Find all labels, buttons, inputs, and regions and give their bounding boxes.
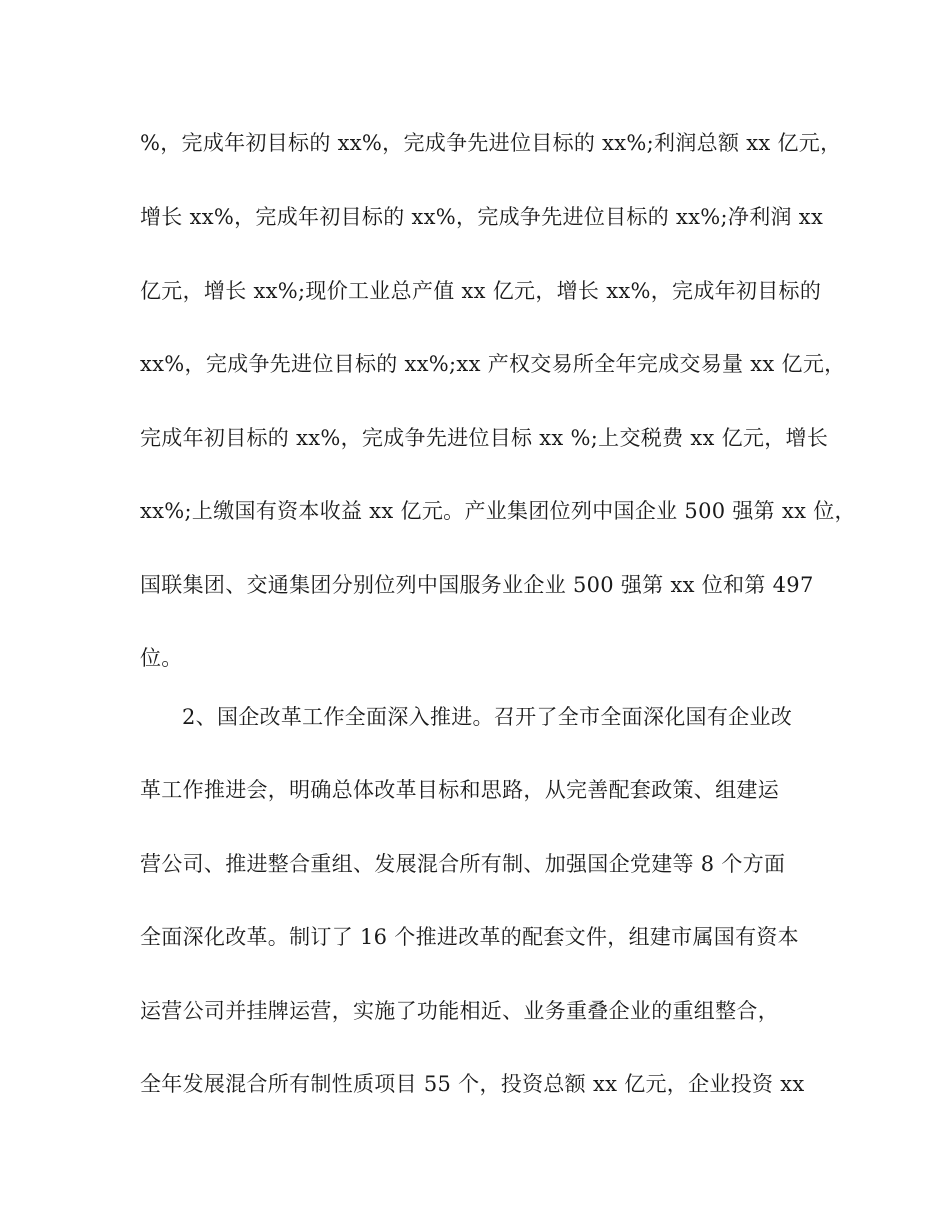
- text-line: 运营公司并挂牌运营，实施了功能相近、业务重叠企业的重组整合，: [140, 999, 779, 1023]
- text-line: 亿元，增长 xx%;现价工业总产值 xx 亿元，增长 xx%，完成年初目标的: [140, 279, 822, 303]
- text-line: 全面深化改革。制订了 16 个推进改革的配套文件，组建市属国有资本: [140, 925, 799, 949]
- text-line: 国联集团、交通集团分别位列中国服务业企业 500 强第 xx 位和第 497: [140, 573, 814, 597]
- text-line: 营公司、推进整合重组、发展混合所有制、加强国企党建等 8 个方面: [140, 852, 786, 876]
- text-line: %，完成年初目标的 xx%，完成争先进位目标的 xx%;利润总额 xx 亿元，: [140, 131, 842, 155]
- text-line: 全年发展混合所有制性质项目 55 个，投资总额 xx 亿元，企业投资 xx: [140, 1072, 805, 1096]
- paragraph-start-line: 2、国企改革工作全面深入推进。召开了全市全面深化国有企业改: [182, 705, 793, 729]
- text-line: xx%;上缴国有资本收益 xx 亿元。产业集团位列中国企业 500 强第 xx 位，: [140, 499, 856, 523]
- text-line: xx%，完成争先进位目标的 xx%;xx 产权交易所全年完成交易量 xx 亿元，: [140, 352, 846, 376]
- text-line: 完成年初目标的 xx%，完成争先进位目标 xx %;上交税费 xx 亿元，增长: [140, 426, 829, 450]
- text-line: 位。: [140, 646, 183, 670]
- text-line: 增长 xx%，完成年初目标的 xx%，完成争先进位目标的 xx%;净利润 xx: [140, 205, 824, 229]
- text-line: 革工作推进会，明确总体改革目标和思路，从完善配套政策、组建运: [140, 778, 779, 802]
